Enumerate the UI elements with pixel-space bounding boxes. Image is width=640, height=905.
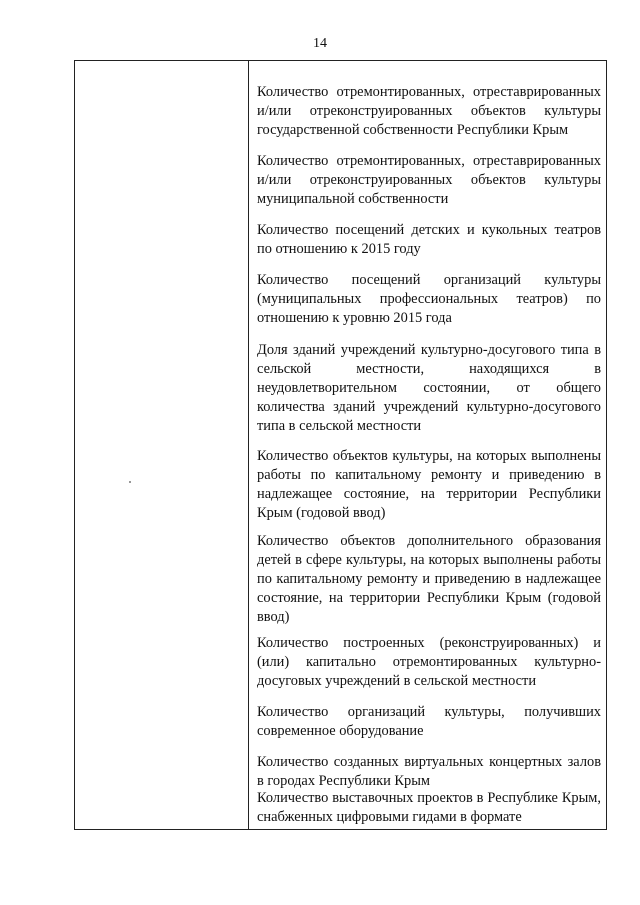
- indicator-text: Количество отремонтированных, отреставрированных и/или отреконструированных объектов культуры государственной собственности Республики Крым: [257, 84, 601, 138]
- indicator-text: Количество созданных виртуальных концертных залов в городах Республики Крым: [257, 754, 601, 789]
- indicator-text: Количество объектов культуры, на которых выполнены работы по капитальному ремонту и приведению в надлежащее состояние, на территории Республики Крым (годовой ввод): [257, 448, 601, 521]
- table-left-column: [75, 61, 249, 829]
- indicator-text: Количество отремонтированных, отреставрированных и/или отреконструированных объектов культуры муниципальной собственности: [257, 153, 601, 207]
- scan-speck: [129, 481, 131, 483]
- indicator-text: Количество посещений детских и кукольных театров по отношению к 2015 году: [257, 222, 601, 257]
- page-number: 14: [313, 36, 327, 51]
- indicators-table: [74, 60, 607, 830]
- indicator-text: Количество построенных (реконструированных) и (или) капитально отремонтированных культурно-досуговых учреждений в сельской местности: [257, 635, 601, 689]
- indicator-text: Количество посещений организаций культуры (муниципальных профессиональных театров) по отношению к уровню 2015 года: [257, 272, 601, 326]
- indicator-text: Доля зданий учреждений культурно-досугового типа в сельской местности, находящихся в неудовлетворительном состоянии, от общего количества зданий учреждений культурно-досугового типа в сельской местности: [257, 342, 601, 434]
- indicator-text: Количество выставочных проектов в Республике Крым, снабженных цифровыми гидами в формате: [257, 790, 601, 825]
- indicator-text: Количество объектов дополнительного образования детей в сфере культуры, на которых выполнены работы по капитальному ремонту и приведению в надлежащее состояние, на территории Республики Крым (годовой ввод): [257, 533, 601, 625]
- table-right-column: [249, 61, 606, 829]
- indicator-text: Количество организаций культуры, получивших современное оборудование: [257, 704, 601, 739]
